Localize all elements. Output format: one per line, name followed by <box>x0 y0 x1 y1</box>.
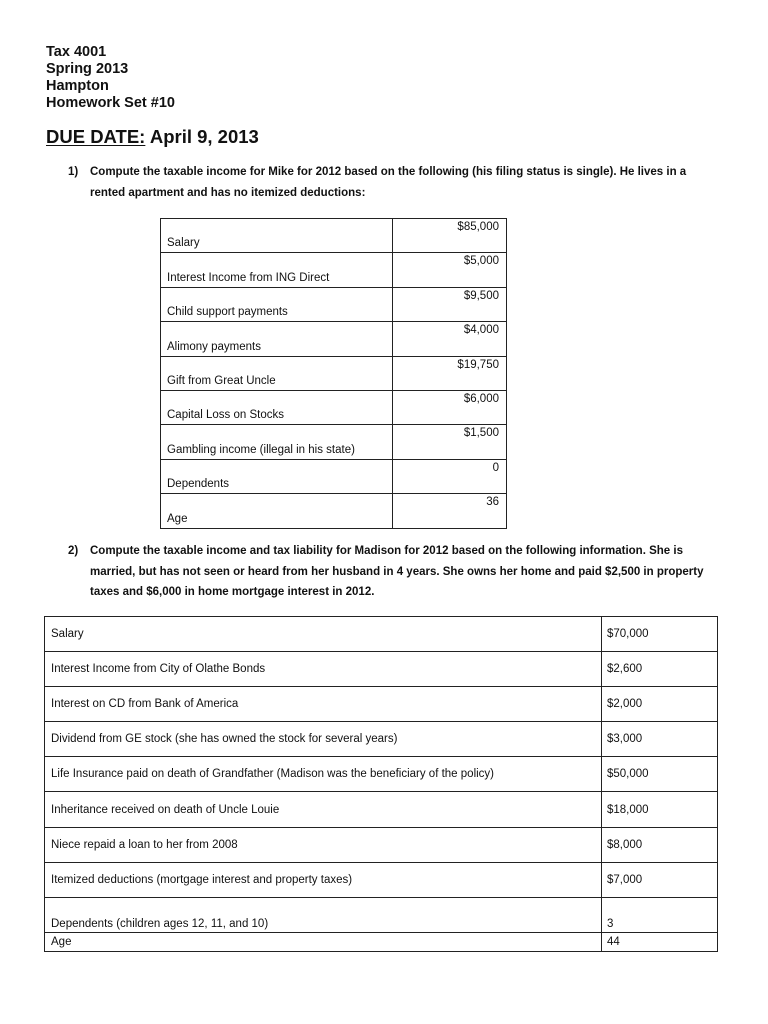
row-value: $85,000 <box>393 219 507 253</box>
table-row <box>45 652 718 687</box>
row-value: $7,000 <box>602 862 718 897</box>
row-value: 36 <box>393 494 507 528</box>
row-label: Alimony payments <box>161 322 393 356</box>
row-label: Dividend from GE stock (she has owned the stock for several years) <box>45 722 602 757</box>
row-value: $50,000 <box>602 757 718 792</box>
table-row <box>161 390 507 424</box>
table-row <box>161 322 507 356</box>
row-value: $19,750 <box>393 356 507 390</box>
assignment-title: Homework Set #10 <box>46 95 175 111</box>
instructor-name: Hampton <box>46 78 109 94</box>
table-row <box>161 494 507 528</box>
table-row <box>45 862 718 897</box>
row-value: $18,000 <box>602 792 718 827</box>
row-value: 3 <box>602 897 718 932</box>
table-row <box>161 253 507 287</box>
question-1-text: Compute the taxable income for Mike for 2012 based on the following (his filing status is single). He lives in a rented apartment and has no itemized deductions: <box>90 166 687 199</box>
question-2-number: 2) <box>68 545 79 557</box>
row-value: 0 <box>393 459 507 493</box>
row-label: Dependents (children ages 12, 11, and 10) <box>45 897 602 932</box>
question-1-table <box>160 218 507 529</box>
row-value: $2,600 <box>602 652 718 687</box>
row-value: 44 <box>602 932 718 951</box>
due-date <box>46 126 259 148</box>
table-row <box>45 932 718 951</box>
table-row <box>161 356 507 390</box>
row-label: Life Insurance paid on death of Grandfather (Madison was the beneficiary of the policy) <box>45 757 602 792</box>
table-row <box>161 425 507 459</box>
table-row <box>161 287 507 321</box>
row-label: Salary <box>161 219 393 253</box>
row-value: $2,000 <box>602 687 718 722</box>
row-label: Age <box>161 494 393 528</box>
row-label: Age <box>45 932 602 951</box>
row-label: Gambling income (illegal in his state) <box>161 425 393 459</box>
row-label: Gift from Great Uncle <box>161 356 393 390</box>
row-value: $8,000 <box>602 827 718 862</box>
row-value: $4,000 <box>393 322 507 356</box>
row-value: $3,000 <box>602 722 718 757</box>
due-date-label: DUE DATE: <box>46 126 146 147</box>
row-label: Interest Income from City of Olathe Bonds <box>45 652 602 687</box>
question-2-text: Compute the taxable income and tax liability for Madison for 2012 based on the following information. She is married, but has not seen or heard from her husband in 4 years. She owns her home and paid $2,500 in property taxes and $6,000 in home mortgage interest in 2012. <box>90 545 704 598</box>
row-label: Dependents <box>161 459 393 493</box>
row-label: Inheritance received on death of Uncle Louie <box>45 792 602 827</box>
question-1-number: 1) <box>68 166 79 178</box>
row-value: $6,000 <box>393 390 507 424</box>
question-2-table <box>44 616 718 952</box>
row-label: Salary <box>45 617 602 652</box>
table-row <box>161 219 507 253</box>
course-name: Tax 4001 <box>46 44 107 60</box>
row-label: Child support payments <box>161 287 393 321</box>
table-row <box>45 897 718 932</box>
due-date-value: April 9, 2013 <box>149 126 259 147</box>
row-value: $1,500 <box>393 425 507 459</box>
question-2 <box>68 541 718 603</box>
row-label: Interest on CD from Bank of America <box>45 687 602 722</box>
term: Spring 2013 <box>46 61 129 77</box>
row-label: Capital Loss on Stocks <box>161 390 393 424</box>
row-value: $70,000 <box>602 617 718 652</box>
table-row <box>45 792 718 827</box>
row-label: Itemized deductions (mortgage interest and property taxes) <box>45 862 602 897</box>
table-row <box>45 617 718 652</box>
table-row <box>45 722 718 757</box>
question-1 <box>68 162 718 203</box>
row-value: $5,000 <box>393 253 507 287</box>
table-row <box>161 459 507 493</box>
row-label: Interest Income from ING Direct <box>161 253 393 287</box>
table-row <box>45 687 718 722</box>
table-row <box>45 827 718 862</box>
row-value: $9,500 <box>393 287 507 321</box>
table-row <box>45 757 718 792</box>
row-label: Niece repaid a loan to her from 2008 <box>45 827 602 862</box>
document-header <box>46 44 175 112</box>
